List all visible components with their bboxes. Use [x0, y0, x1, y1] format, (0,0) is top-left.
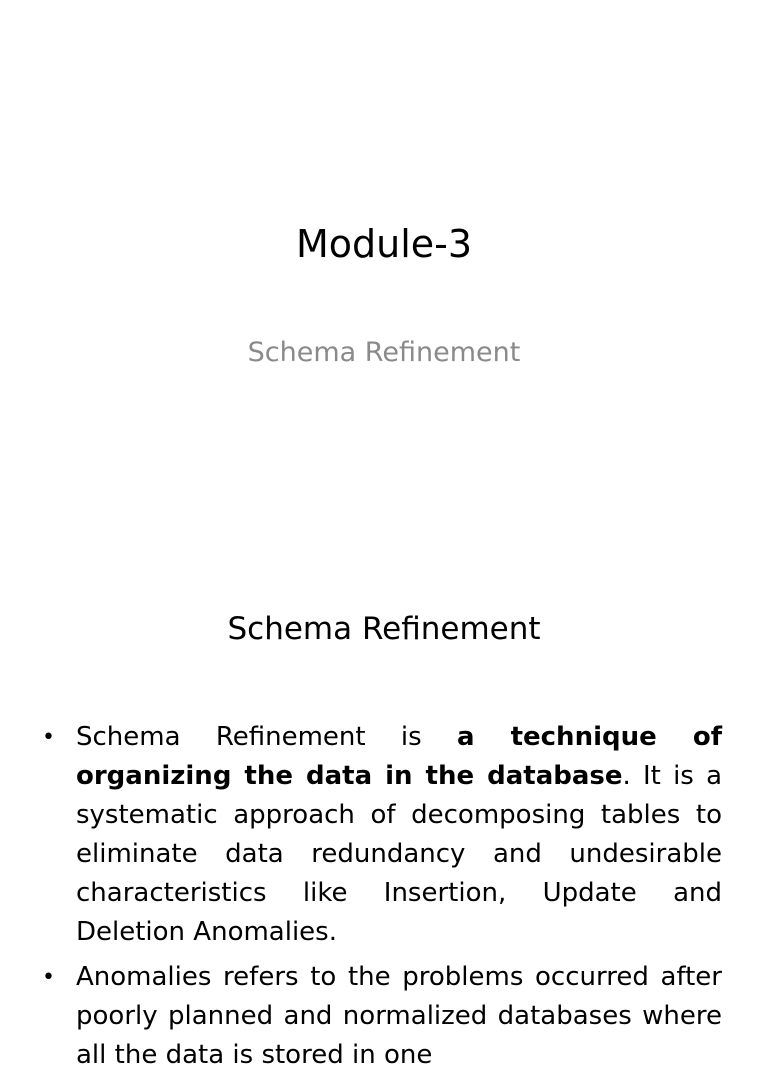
slide-title: Module-3: [295, 222, 473, 266]
bullet-text-part: Schema Refinement is: [76, 722, 457, 752]
bullet-list: [42, 718, 722, 1081]
content-slide-title: Schema Refinement: [227, 611, 541, 647]
bullet-item: [42, 718, 722, 952]
bullet-text: Anomalies refers to the problems occurred after poorly planned and normalized databases where all the data is stored in one: [76, 962, 722, 1070]
content-slide: [0, 560, 768, 1070]
slide-subtitle: Schema Refinement: [247, 337, 521, 368]
bullet-icon: •: [42, 965, 55, 990]
bullet-bold-text: a technique of organizing the data in the database: [76, 722, 723, 791]
bullet-icon: •: [42, 725, 55, 750]
bullet-item: [42, 958, 722, 1075]
bullet-text-part: . It is a systematic approach of decomposing tables to eliminate data redundancy and undesirable characteristics like Insertion, Update and Deletion Anomalies.: [76, 761, 723, 947]
